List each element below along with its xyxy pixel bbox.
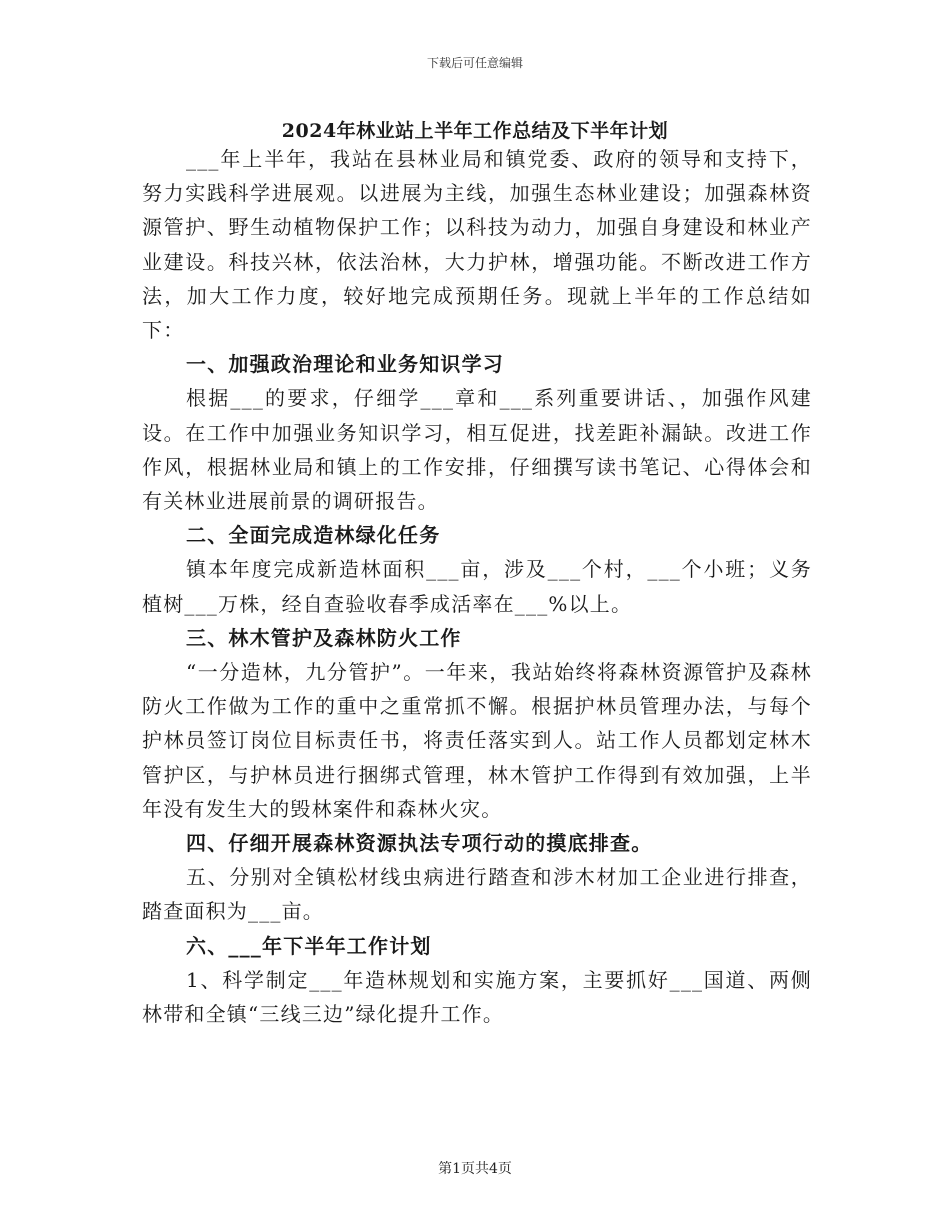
section-heading-3: 三、林木管护及森林防火工作 — [186, 625, 462, 650]
section-heading-5: 六、___年下半年工作计划 — [186, 933, 432, 958]
section-heading-1: 一、加强政治理论和业务知识学习 — [186, 352, 504, 377]
page-footer: 第1页共4页 — [438, 1161, 512, 1177]
section-heading-4: 四、仔细开展森林资源执法专项行动的摸底排查。 — [186, 831, 653, 856]
section-paragraph-5: 1、科学制定___年造林规划和实施方案，主要抓好___国道、两侧林带和全镇“三线三边”绿化提升工作。 — [142, 967, 812, 1027]
document-body — [142, 142, 812, 1031]
intro-paragraph: ___年上半年，我站在县林业局和镇党委、政府的领导和支持下，努力实践科学进展观。以进展为主线，加强生态林业建设；加强森林资源管护、野生动植物保护工作；以科技为动力，加强自身建设和林业产业建设。科技兴林，依法治林，大力护林，增强功能。不断改进工作方法，加大工作力度，较好地完成预期任务。现就上半年的工作总结如下： — [142, 147, 812, 343]
page-title: 2024年林业站上半年工作总结及下半年计划 — [281, 120, 669, 142]
section-paragraph-3: “一分造林，九分管护”。一年来，我站始终将森林资源管护及森林防火工作做为工作的重中之重常抓不懈。根据护林员管理办法，与每个护林员签订岗位目标责任书，将责任落实到人。站工作人员都划定林木管护区，与护林员进行捆绑式管理，林木管护工作得到有效加强，上半年没有发生大的毁林案件和森林火灾。 — [142, 660, 812, 821]
section-paragraph-4: 五、分别对全镇松材线虫病进行踏查和涉木材加工企业进行排查，踏查面积为___亩。 — [142, 865, 812, 924]
header-note: 下载后可任意编辑 — [426, 56, 523, 70]
section-heading-2: 二、全面完成造林绿化任务 — [186, 523, 441, 548]
section-paragraph-1: 根据___的要求，仔细学___章和___系列重要讲话、，加强作风建设。在工作中加强业务知识学习，相互促进，找差距补漏缺。改进工作作风，根据林业局和镇上的工作安排，仔细撰写读书笔记、心得体会和有关林业进展前景的调研报告。 — [142, 386, 812, 514]
section-paragraph-2: 镇本年度完成新造林面积___亩，涉及___个村，___个小班；义务植树___万株，经自查验收春季成活率在___%以上。 — [142, 557, 812, 616]
